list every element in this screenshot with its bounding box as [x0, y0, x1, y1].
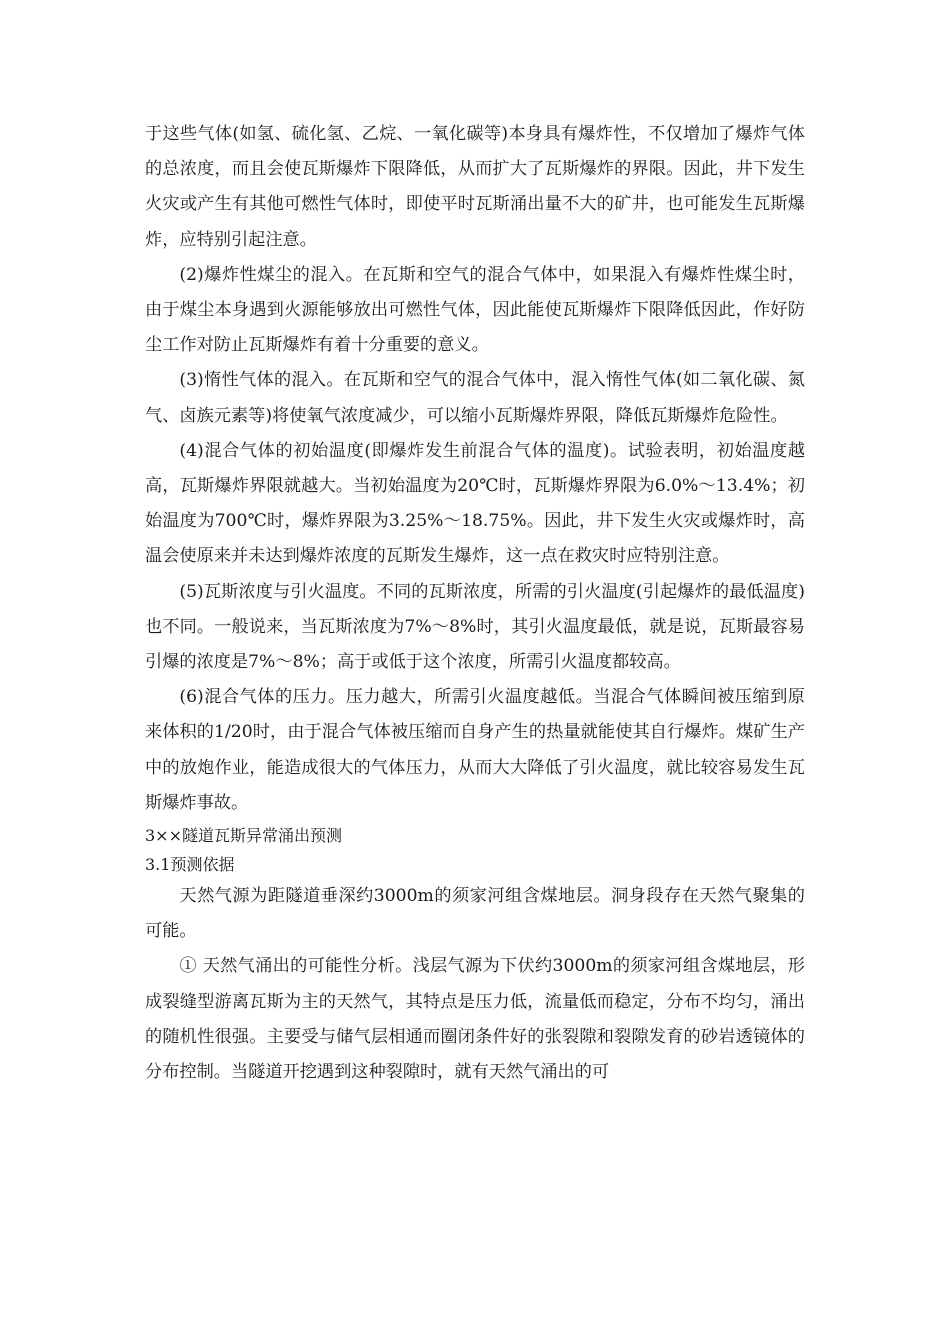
paragraph-ignition-temperature: (5)瓦斯浓度与引火温度。不同的瓦斯浓度，所需的引火温度(引起爆炸的最低温度)也不同。一般说来，当瓦斯浓度为7%～8%时，其引火温度最低，就是说，瓦斯最容易引爆的浓度是7%～8%；高于或低于这个浓度，所需引火温度都较高。 [145, 581, 805, 673]
paragraph-gas-emission-analysis: ① 天然气涌出的可能性分析。浅层气源为下伏约3000m的须家河组含煤地层，形成裂缝型游离瓦斯为主的天然气，其特点是压力低，流量低而稳定，分布不均匀，涌出的随机性很强。主要受与储气层相通而圈闭条件好的张裂隙和裂隙发育的砂岩透镜体的分布控制。当隧道开挖遇到这种裂隙时，就有天然气涌出的可 [145, 956, 805, 1083]
subsection-heading: 3.1预测依据 [145, 855, 235, 875]
paragraph-coal-dust: (2)爆炸性煤尘的混入。在瓦斯和空气的混合气体中，如果混入有爆炸性煤尘时，由于煤尘本身遇到火源能够放出可燃性气体，因此能使瓦斯爆炸下限降低因此，作好防尘工作对防止瓦斯爆炸有着十分重要的意义。 [145, 264, 805, 356]
paragraph-continuation: 于这些气体(如氢、硫化氢、乙烷、一氧化碳等)本身具有爆炸性，不仅增加了爆炸气体的总浓度，而且会使瓦斯爆炸下限降低，从而扩大了瓦斯爆炸的界限。因此，井下发生火灾或产生有其他可燃性气体时，即使平时瓦斯涌出量不大的矿井，也可能发生瓦斯爆炸，应特别引起注意。 [145, 124, 805, 250]
document-body [145, 117, 805, 1090]
section-heading: 3××隧道瓦斯异常涌出预测 [145, 826, 342, 846]
paragraph-gas-source: 天然气源为距隧道垂深约3000m的须家河组含煤地层。洞身段存在天然气聚集的可能。 [145, 886, 805, 942]
paragraph-initial-temperature: (4)混合气体的初始温度(即爆炸发生前混合气体的温度)。试验表明，初始温度越高，瓦斯爆炸界限就越大。当初始温度为20℃时，瓦斯爆炸界限为6.0%～13.4%；初始温度为700℃时，爆炸界限为3.25%～18.75%。因此，井下发生火灾或爆炸时，高温会使原来并未达到爆炸浓度的瓦斯发生爆炸，这一点在救灾时应特别注意。 [145, 440, 805, 567]
paragraph-pressure: (6)混合气体的压力。压力越大，所需引火温度越低。当混合气体瞬间被压缩到原来体积的1/20时，由于混合气体被压缩而自身产生的热量就能使其自行爆炸。煤矿生产中的放炮作业，能造成很大的气体压力，从而大大降低了引火温度，就比较容易发生瓦斯爆炸事故。 [145, 687, 805, 813]
paragraph-inert-gas: (3)惰性气体的混入。在瓦斯和空气的混合气体中，混入惰性气体(如二氧化碳、氮气、卤族元素等)将使氧气浓度减少，可以缩小瓦斯爆炸界限，降低瓦斯爆炸危险性。 [145, 370, 805, 426]
